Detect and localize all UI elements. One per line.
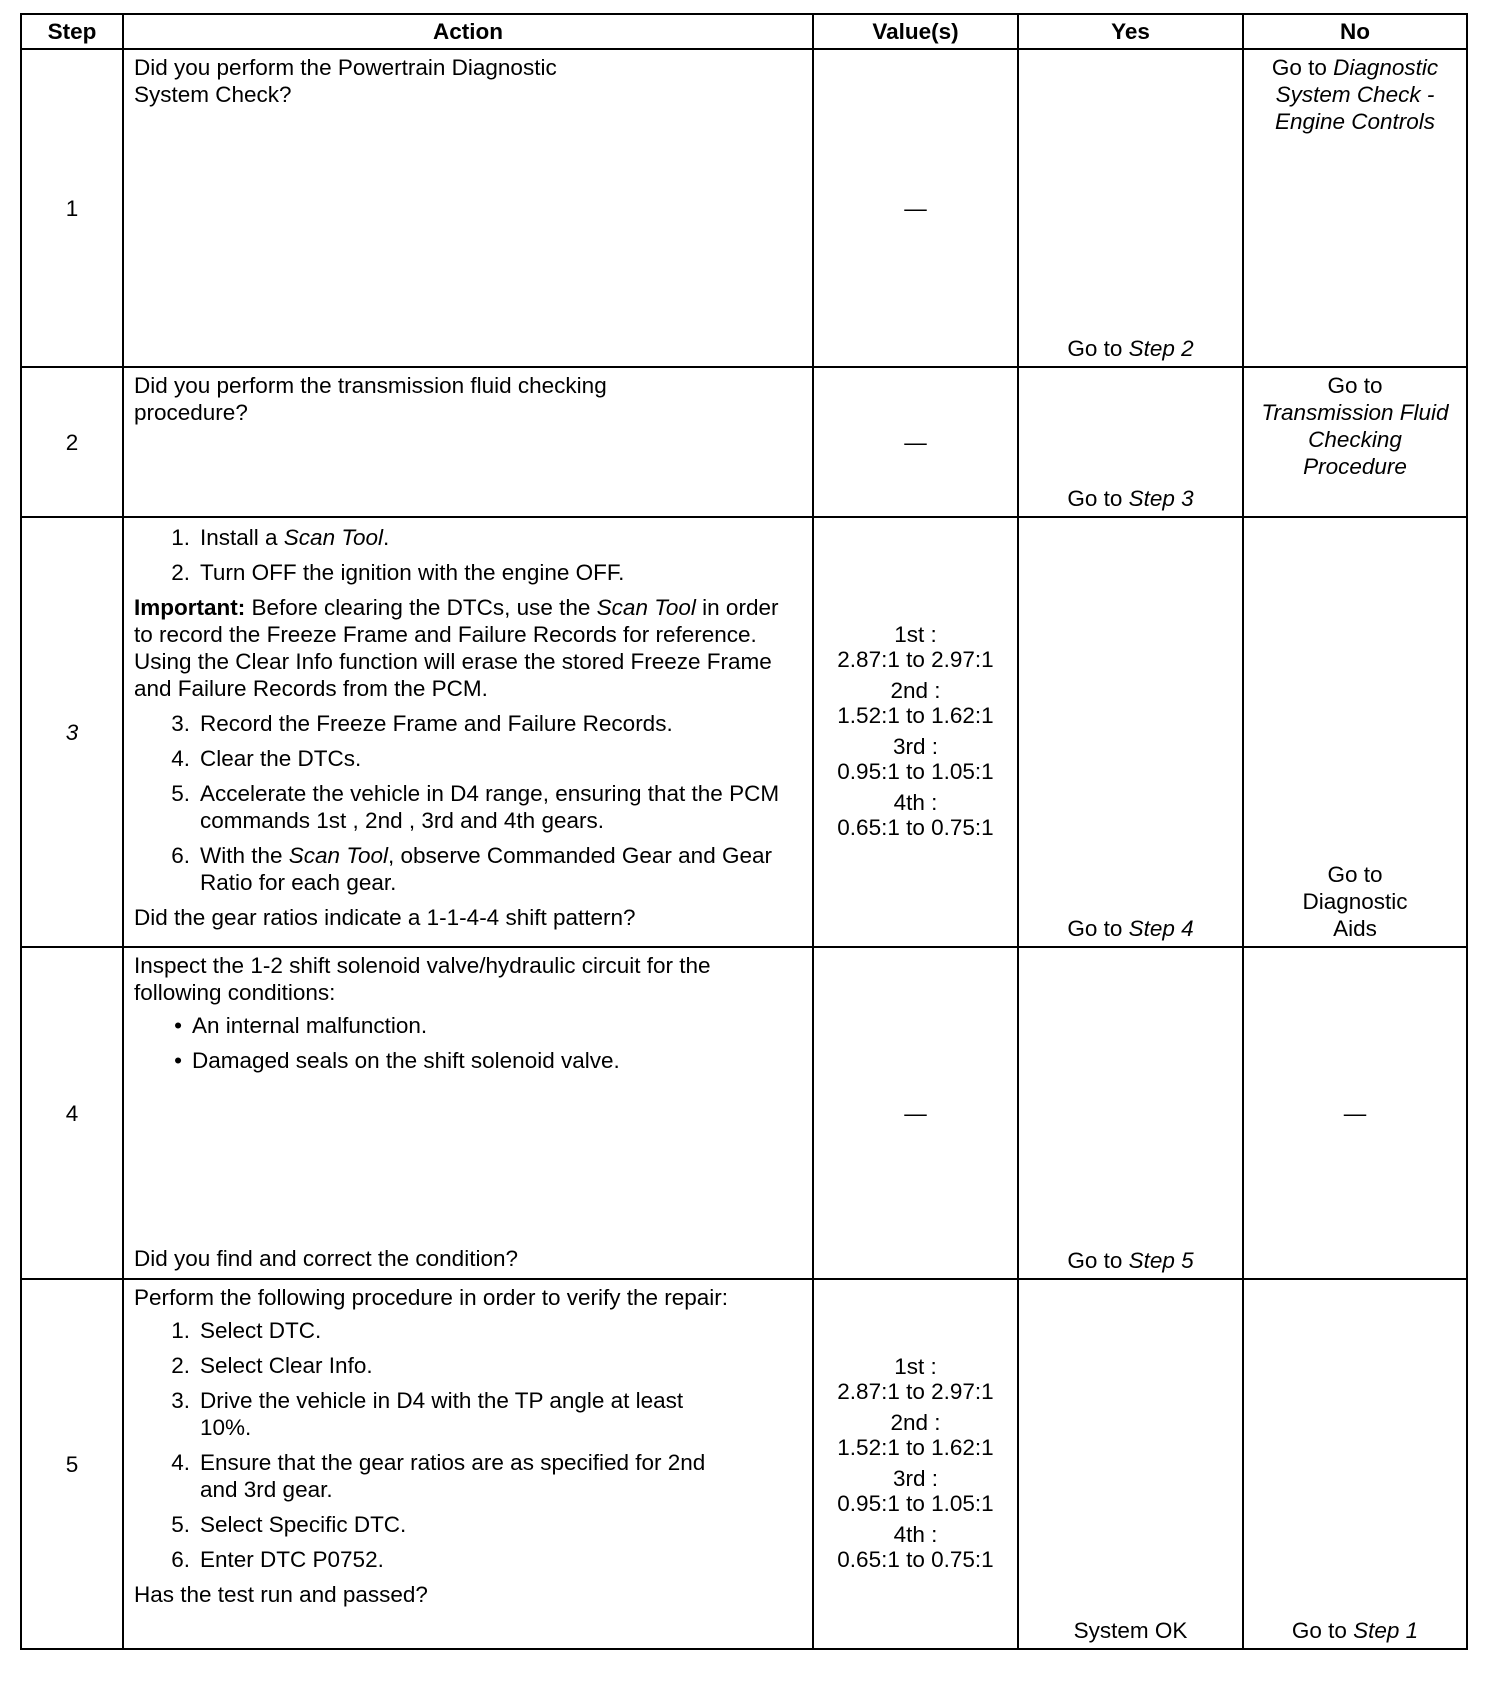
procedure-list bbox=[134, 1317, 800, 1573]
list-item bbox=[134, 780, 800, 834]
no-prefix: Go to bbox=[1327, 373, 1383, 398]
list-item bbox=[134, 1012, 800, 1039]
procedure-list bbox=[134, 710, 800, 896]
no-cell bbox=[1243, 517, 1467, 947]
yes-link[interactable]: Step 5 bbox=[1128, 1248, 1194, 1273]
no-link[interactable]: Transmission Fluid Checking Procedure bbox=[1261, 400, 1449, 479]
action-question: Did you perform the transmission fluid checking procedure? bbox=[134, 373, 607, 425]
gear-label: 2nd : bbox=[890, 1410, 941, 1435]
step-number-text: 3 bbox=[65, 719, 79, 745]
yes-cell bbox=[1018, 367, 1243, 517]
step-number: 2 bbox=[21, 367, 123, 517]
gear-label: 4th : bbox=[893, 790, 938, 815]
no-cell bbox=[1243, 367, 1467, 517]
list-item bbox=[134, 1047, 800, 1074]
step-number bbox=[21, 517, 123, 947]
item-number: 5. bbox=[171, 781, 190, 806]
gear-range: 2.87:1 to 2.97:1 bbox=[837, 647, 994, 672]
yes-cell bbox=[1018, 517, 1243, 947]
item-text: Turn OFF the ignition with the engine OFF. bbox=[200, 560, 625, 585]
list-item bbox=[134, 1387, 800, 1441]
table-row bbox=[21, 367, 1467, 517]
gear-label: 4th : bbox=[893, 1522, 938, 1547]
item-number: 1. bbox=[171, 1318, 190, 1343]
yes-prefix: Go to bbox=[1067, 1248, 1129, 1273]
gear-range: 1.52:1 to 1.62:1 bbox=[837, 1435, 994, 1460]
header-row bbox=[21, 14, 1467, 49]
item-text bbox=[200, 842, 800, 896]
action-cell bbox=[123, 367, 813, 517]
item-number: 1. bbox=[171, 525, 190, 550]
gear-ratio bbox=[814, 790, 1017, 840]
item-number: 3. bbox=[171, 711, 190, 736]
list-item bbox=[134, 1511, 800, 1538]
step-number: 4 bbox=[21, 947, 123, 1279]
no-cell: — bbox=[1243, 947, 1467, 1279]
item-number: 4. bbox=[171, 1450, 190, 1475]
gear-label: 3rd : bbox=[892, 1466, 939, 1491]
action-question: Did the gear ratios indicate a 1-1-4-4 shift pattern? bbox=[134, 905, 636, 930]
no-link[interactable]: Diagnostic System Check - Engine Controls bbox=[1274, 55, 1439, 134]
item-text-pre: With the bbox=[200, 843, 289, 868]
gear-range: 0.95:1 to 1.05:1 bbox=[837, 759, 994, 784]
value-cell: — bbox=[813, 947, 1018, 1279]
yes-prefix: Go to bbox=[1067, 486, 1129, 511]
item-text-em: Scan Tool bbox=[283, 525, 384, 550]
action-intro: Inspect the 1-2 shift solenoid valve/hydraulic circuit for the following conditions: bbox=[134, 953, 711, 1005]
action-question: Has the test run and passed? bbox=[134, 1582, 428, 1607]
item-number: 4. bbox=[171, 746, 190, 771]
gear-range: 0.65:1 to 0.75:1 bbox=[837, 815, 994, 840]
yes-cell bbox=[1018, 947, 1243, 1279]
no-prefix: Go to bbox=[1291, 1618, 1354, 1643]
list-item bbox=[134, 1546, 800, 1573]
action-cell bbox=[123, 49, 813, 367]
item-number: 3. bbox=[171, 1388, 190, 1413]
gear-range: 1.52:1 to 1.62:1 bbox=[837, 703, 994, 728]
list-item bbox=[134, 559, 800, 586]
item-number: 2. bbox=[171, 1353, 190, 1378]
item-text: Select Clear Info. bbox=[200, 1353, 373, 1378]
procedure-list bbox=[134, 524, 800, 586]
list-item bbox=[134, 524, 800, 551]
item-text bbox=[200, 524, 389, 551]
gear-range: 2.87:1 to 2.97:1 bbox=[837, 1379, 994, 1404]
gear-ratio bbox=[814, 1354, 1017, 1404]
gear-label: 1st : bbox=[894, 1354, 937, 1379]
action-top bbox=[134, 952, 800, 1082]
gear-ratio bbox=[814, 678, 1017, 728]
header-no: No bbox=[1243, 14, 1467, 49]
list-item bbox=[134, 1449, 800, 1503]
table-row bbox=[21, 947, 1467, 1279]
important-text: in order to record the Freeze Frame and Failure Records for reference. Using the Clear Info function will erase the stored Freeze Frame and Failure Records from the PCM. bbox=[134, 595, 779, 701]
action-intro: Perform the following procedure in order to verify the repair: bbox=[134, 1285, 729, 1310]
no-prefix: Go to bbox=[1271, 55, 1334, 80]
gear-ratio bbox=[814, 734, 1017, 784]
no-link[interactable]: Go to Diagnostic Aids bbox=[1302, 862, 1408, 941]
list-item bbox=[134, 842, 800, 896]
item-text: Drive the vehicle in D4 with the TP angle at least 10%. bbox=[200, 1388, 684, 1440]
action-cell bbox=[123, 1279, 813, 1649]
list-item bbox=[134, 1317, 800, 1344]
gear-ratio bbox=[814, 622, 1017, 672]
yes-prefix: Go to bbox=[1067, 336, 1129, 361]
action-content bbox=[134, 952, 800, 1272]
step-number: 5 bbox=[21, 1279, 123, 1649]
yes-prefix: Go to bbox=[1067, 916, 1129, 941]
item-number: 6. bbox=[171, 843, 190, 868]
item-number: 6. bbox=[171, 1547, 190, 1572]
item-text: Accelerate the vehicle in D4 range, ensuring that the PCM commands 1st , 2nd , 3rd and 4th gears. bbox=[200, 781, 780, 833]
action-cell bbox=[123, 517, 813, 947]
action-question: Did you perform the Powertrain Diagnostic System Check? bbox=[134, 55, 557, 107]
list-item bbox=[134, 745, 800, 772]
action-cell bbox=[123, 947, 813, 1279]
value-cell bbox=[813, 1279, 1018, 1649]
item-text: An internal malfunction. bbox=[192, 1013, 428, 1038]
item-text-post: , observe Commanded Gear and Gear Ratio for each gear. bbox=[200, 843, 772, 895]
yes-link[interactable]: Step 4 bbox=[1128, 916, 1194, 941]
header-yes: Yes bbox=[1018, 14, 1243, 49]
important-label: Important: bbox=[134, 595, 246, 620]
gear-ratio bbox=[814, 1466, 1017, 1516]
item-text-em: Scan Tool bbox=[288, 843, 389, 868]
table-row bbox=[21, 1279, 1467, 1649]
item-text: Enter DTC P0752. bbox=[200, 1547, 384, 1572]
value-cell bbox=[813, 517, 1018, 947]
diagnostic-table bbox=[20, 13, 1468, 1650]
item-number: 2. bbox=[171, 560, 190, 585]
item-text: Select DTC. bbox=[200, 1318, 322, 1343]
item-text: Select Specific DTC. bbox=[200, 1512, 407, 1537]
table-row bbox=[21, 49, 1467, 367]
bullet-icon: • bbox=[174, 1048, 182, 1073]
bullet-icon: • bbox=[174, 1013, 182, 1038]
gear-label: 1st : bbox=[894, 622, 937, 647]
gear-ratio bbox=[814, 1410, 1017, 1460]
list-item bbox=[134, 1352, 800, 1379]
list-item bbox=[134, 710, 800, 737]
condition-list bbox=[134, 1012, 800, 1074]
gear-label: 3rd : bbox=[892, 734, 939, 759]
yes-cell: System OK bbox=[1018, 1279, 1243, 1649]
important-text: Before clearing the DTCs, use the bbox=[245, 595, 597, 620]
value-cell: — bbox=[813, 367, 1018, 517]
yes-cell bbox=[1018, 49, 1243, 367]
gear-range: 0.95:1 to 1.05:1 bbox=[837, 1491, 994, 1516]
table-row bbox=[21, 517, 1467, 947]
item-text: Damaged seals on the shift solenoid valve. bbox=[192, 1048, 620, 1073]
yes-link[interactable]: Step 3 bbox=[1128, 486, 1194, 511]
gear-ratio bbox=[814, 1522, 1017, 1572]
important-em: Scan Tool bbox=[596, 595, 696, 620]
header-step: Step bbox=[21, 14, 123, 49]
gear-range: 0.65:1 to 0.75:1 bbox=[837, 1547, 994, 1572]
header-action: Action bbox=[123, 14, 813, 49]
item-text: Ensure that the gear ratios are as specified for 2nd and 3rd gear. bbox=[200, 1450, 706, 1502]
no-cell bbox=[1243, 1279, 1467, 1649]
item-text: Record the Freeze Frame and Failure Records. bbox=[200, 711, 673, 736]
item-text: Clear the DTCs. bbox=[200, 746, 362, 771]
gear-label: 2nd : bbox=[890, 678, 941, 703]
action-question: Did you find and correct the condition? bbox=[134, 1246, 518, 1271]
important-note bbox=[134, 594, 800, 702]
step-number: 1 bbox=[21, 49, 123, 367]
no-link[interactable]: Step 1 bbox=[1353, 1618, 1419, 1643]
item-number: 5. bbox=[171, 1512, 190, 1537]
value-cell: — bbox=[813, 49, 1018, 367]
item-text-post: . bbox=[383, 525, 390, 550]
header-values: Value(s) bbox=[813, 14, 1018, 49]
item-text-pre: Install a bbox=[200, 525, 284, 550]
yes-link[interactable]: Step 2 bbox=[1128, 336, 1194, 361]
no-cell bbox=[1243, 49, 1467, 367]
